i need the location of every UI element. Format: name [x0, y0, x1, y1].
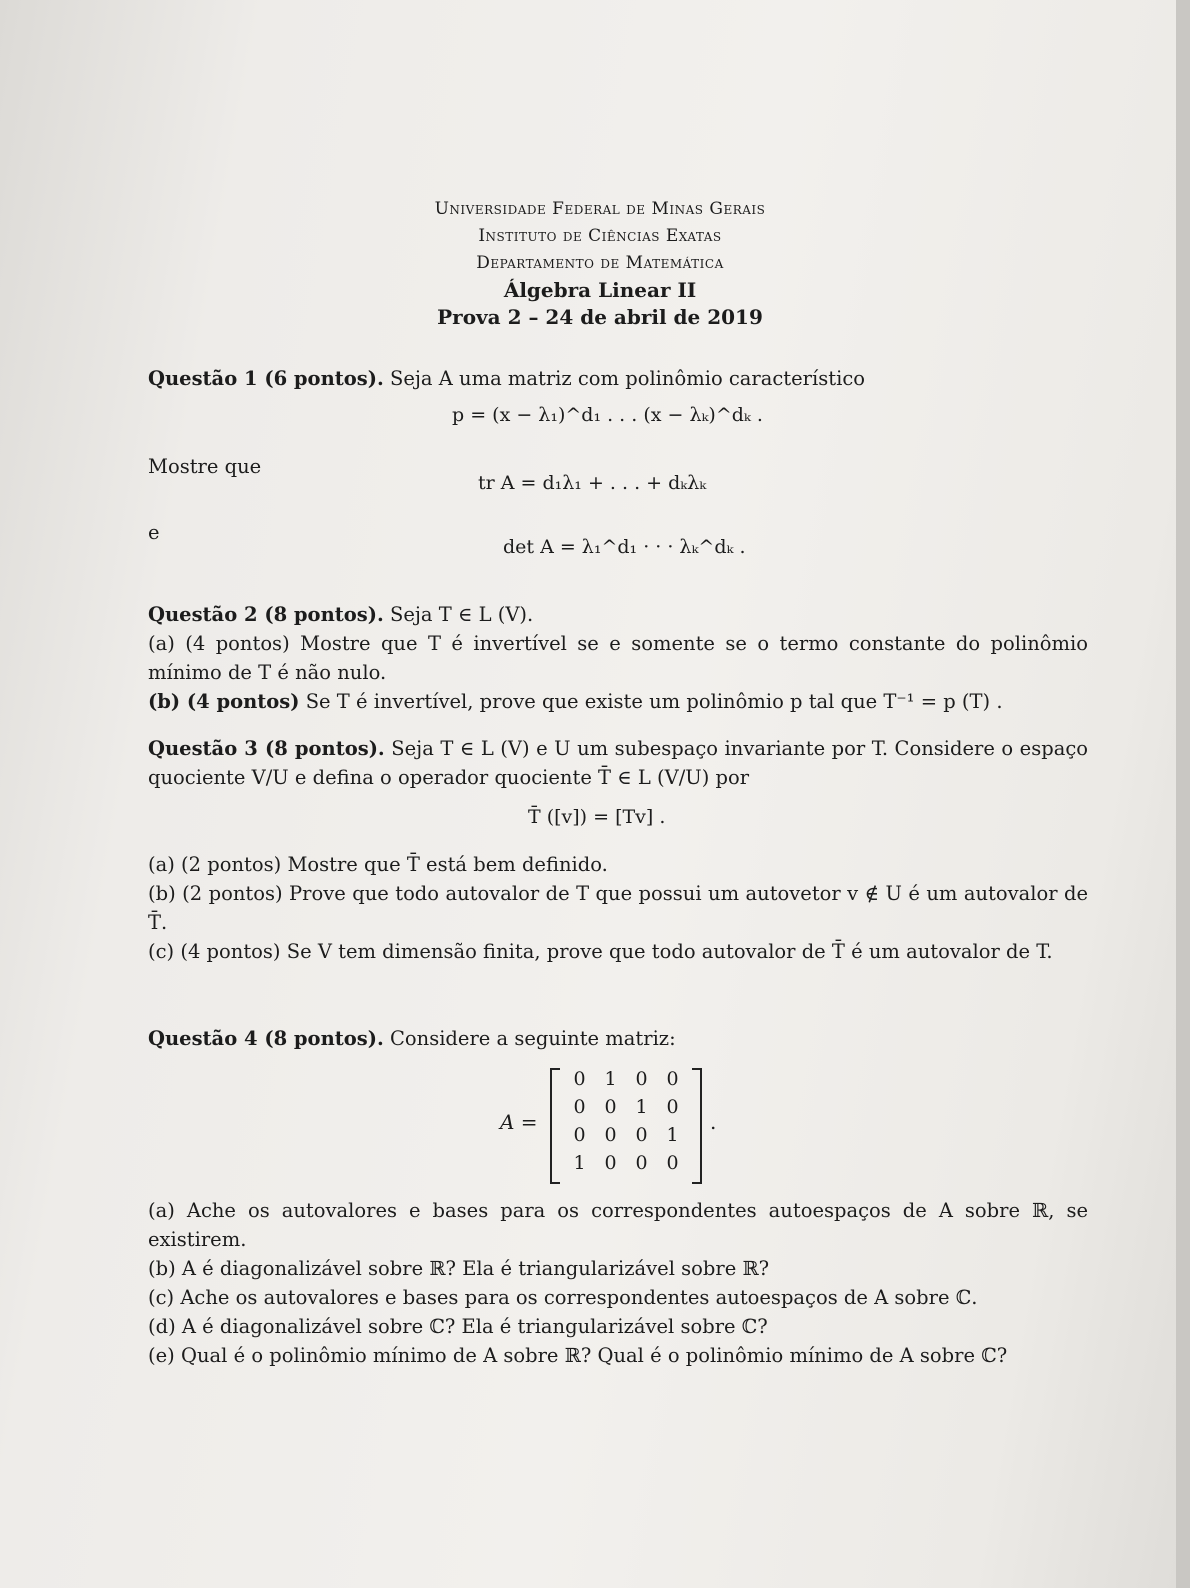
q1-trace-equation: tr A = d₁λ₁ + . . . + dₖλₖ [478, 472, 707, 494]
question-4-intro: Considere a seguinte matriz: [389, 1027, 676, 1050]
q4-a-text: Ache os autovalores e bases para os correspondentes autoespaços de A sobre ℝ, se existirem. [148, 1199, 1088, 1251]
q4-a-label: (a) [148, 1199, 175, 1222]
matrix-cell: 1 [604, 1068, 617, 1090]
matrix-cell: 0 [573, 1068, 586, 1090]
q2-b-label: (b) (4 pontos) [148, 690, 300, 713]
q2-b-text: Se T é invertível, prove que existe um polinômio p tal que T⁻¹ = p (T) . [305, 690, 1003, 713]
matrix-cell: 0 [604, 1096, 617, 1118]
q3-a-text: Mostre que T̄ está bem definido. [287, 853, 608, 876]
q4-c-label: (c) [148, 1286, 175, 1309]
q4-d-text: A é diagonalizável sobre ℂ? Ela é triangularizável sobre ℂ? [181, 1315, 768, 1338]
question-2-intro: Seja T ∈ L (V). [389, 603, 534, 626]
matrix-right-bracket [692, 1068, 702, 1184]
q1-show-text: Mostre que [148, 455, 262, 478]
matrix-cell: 0 [666, 1096, 679, 1118]
question-2-part-b [148, 687, 1088, 716]
department-name: Departamento de Matemática [476, 253, 724, 273]
question-3-part-b [148, 879, 1088, 937]
q1-and-text: e [148, 521, 160, 544]
question-4-title: Questão 4 (8 pontos). [148, 1027, 384, 1050]
matrix-cell: 0 [635, 1068, 648, 1090]
matrix-cell: 0 [666, 1068, 679, 1090]
q1-polynomial-equation: p = (x − λ₁)^d₁ . . . (x − λₖ)^dₖ . [452, 404, 763, 426]
institute-name: Instituto de Ciências Exatas [478, 226, 722, 246]
q1-determinant-equation: det A = λ₁^d₁ · · · λₖ^dₖ . [503, 536, 746, 558]
question-1 [148, 364, 1088, 393]
question-4 [148, 1024, 1088, 1053]
matrix-left-bracket [550, 1068, 560, 1184]
q2-a-label: (a) (4 pontos) [148, 632, 290, 655]
q4-b-label: (b) [148, 1257, 176, 1280]
matrix-period: . [710, 1110, 717, 1134]
question-4-parts [148, 1196, 1088, 1370]
question-4-part-c [148, 1283, 1088, 1312]
matrix-cell: 1 [635, 1096, 648, 1118]
matrix-cell: 1 [573, 1152, 586, 1174]
q2-a-text: Mostre que T é invertível se e somente se o termo constante do polinômio mínimo de T é não nulo. [148, 632, 1088, 684]
question-3-title: Questão 3 (8 pontos). [148, 737, 385, 760]
question-3-parts [148, 850, 1088, 966]
q3-b-text: Prove que todo autovalor de T que possui um autovetor v ∉ U é um autovalor de T̄. [148, 882, 1089, 934]
matrix-cell: 0 [573, 1096, 586, 1118]
q4-b-text: A é diagonalizável sobre ℝ? Ela é triangularizável sobre ℝ? [181, 1257, 770, 1280]
question-3-part-a [148, 850, 1088, 879]
matrix-cell: 0 [635, 1124, 648, 1146]
q4-d-label: (d) [148, 1315, 176, 1338]
matrix-cell: 1 [666, 1124, 679, 1146]
q3-c-text: Se V tem dimensão finita, prove que todo autovalor de T̄ é um autovalor de T. [286, 940, 1053, 963]
q3-c-label: (c) (4 pontos) [148, 940, 281, 963]
course-title: Álgebra Linear II [503, 278, 697, 302]
exam-header [300, 196, 900, 331]
matrix-cell: 0 [604, 1152, 617, 1174]
q4-c-text: Ache os autovalores e bases para os correspondentes autoespaços de A sobre ℂ. [180, 1286, 978, 1309]
matrix-cells [564, 1068, 688, 1180]
question-4-part-a [148, 1196, 1088, 1254]
q4-e-text: Qual é o polinômio mínimo de A sobre ℝ? Qual é o polinômio mínimo de A sobre ℂ? [180, 1344, 1008, 1367]
question-2-part-a [148, 629, 1088, 687]
question-2-title: Questão 2 (8 pontos). [148, 603, 384, 626]
university-name: Universidade Federal de Minas Gerais [434, 199, 766, 219]
question-2 [148, 600, 1088, 716]
matrix-cell: 0 [666, 1152, 679, 1174]
question-3 [148, 734, 1088, 792]
matrix-cell: 0 [635, 1152, 648, 1174]
question-3-part-c [148, 937, 1088, 966]
q3-a-label: (a) (2 pontos) [148, 853, 282, 876]
q3-quotient-operator-equation: T̄ ([v]) = [Tv] . [528, 806, 666, 828]
matrix-cell: 0 [573, 1124, 586, 1146]
q4-e-label: (e) [148, 1344, 175, 1367]
question-1-title: Questão 1 (6 pontos). [148, 367, 384, 390]
question-4-part-b [148, 1254, 1088, 1283]
page-edge-shadow [1176, 0, 1190, 1588]
question-1-intro: Seja A uma matriz com polinômio característico [389, 367, 865, 390]
question-4-part-d [148, 1312, 1088, 1341]
matrix-cell: 0 [604, 1124, 617, 1146]
question-3-intro: Seja T ∈ L (V) e U um subespaço invariante por T. Considere o espaço quociente V/U e defina o operador quociente T̄ ∈ L (V/U) por [148, 737, 1088, 789]
question-4-part-e [148, 1341, 1088, 1370]
q3-b-label: (b) (2 pontos) [148, 882, 283, 905]
exam-title: Prova 2 – 24 de abril de 2019 [437, 305, 763, 329]
matrix-label: A = [500, 1110, 538, 1134]
